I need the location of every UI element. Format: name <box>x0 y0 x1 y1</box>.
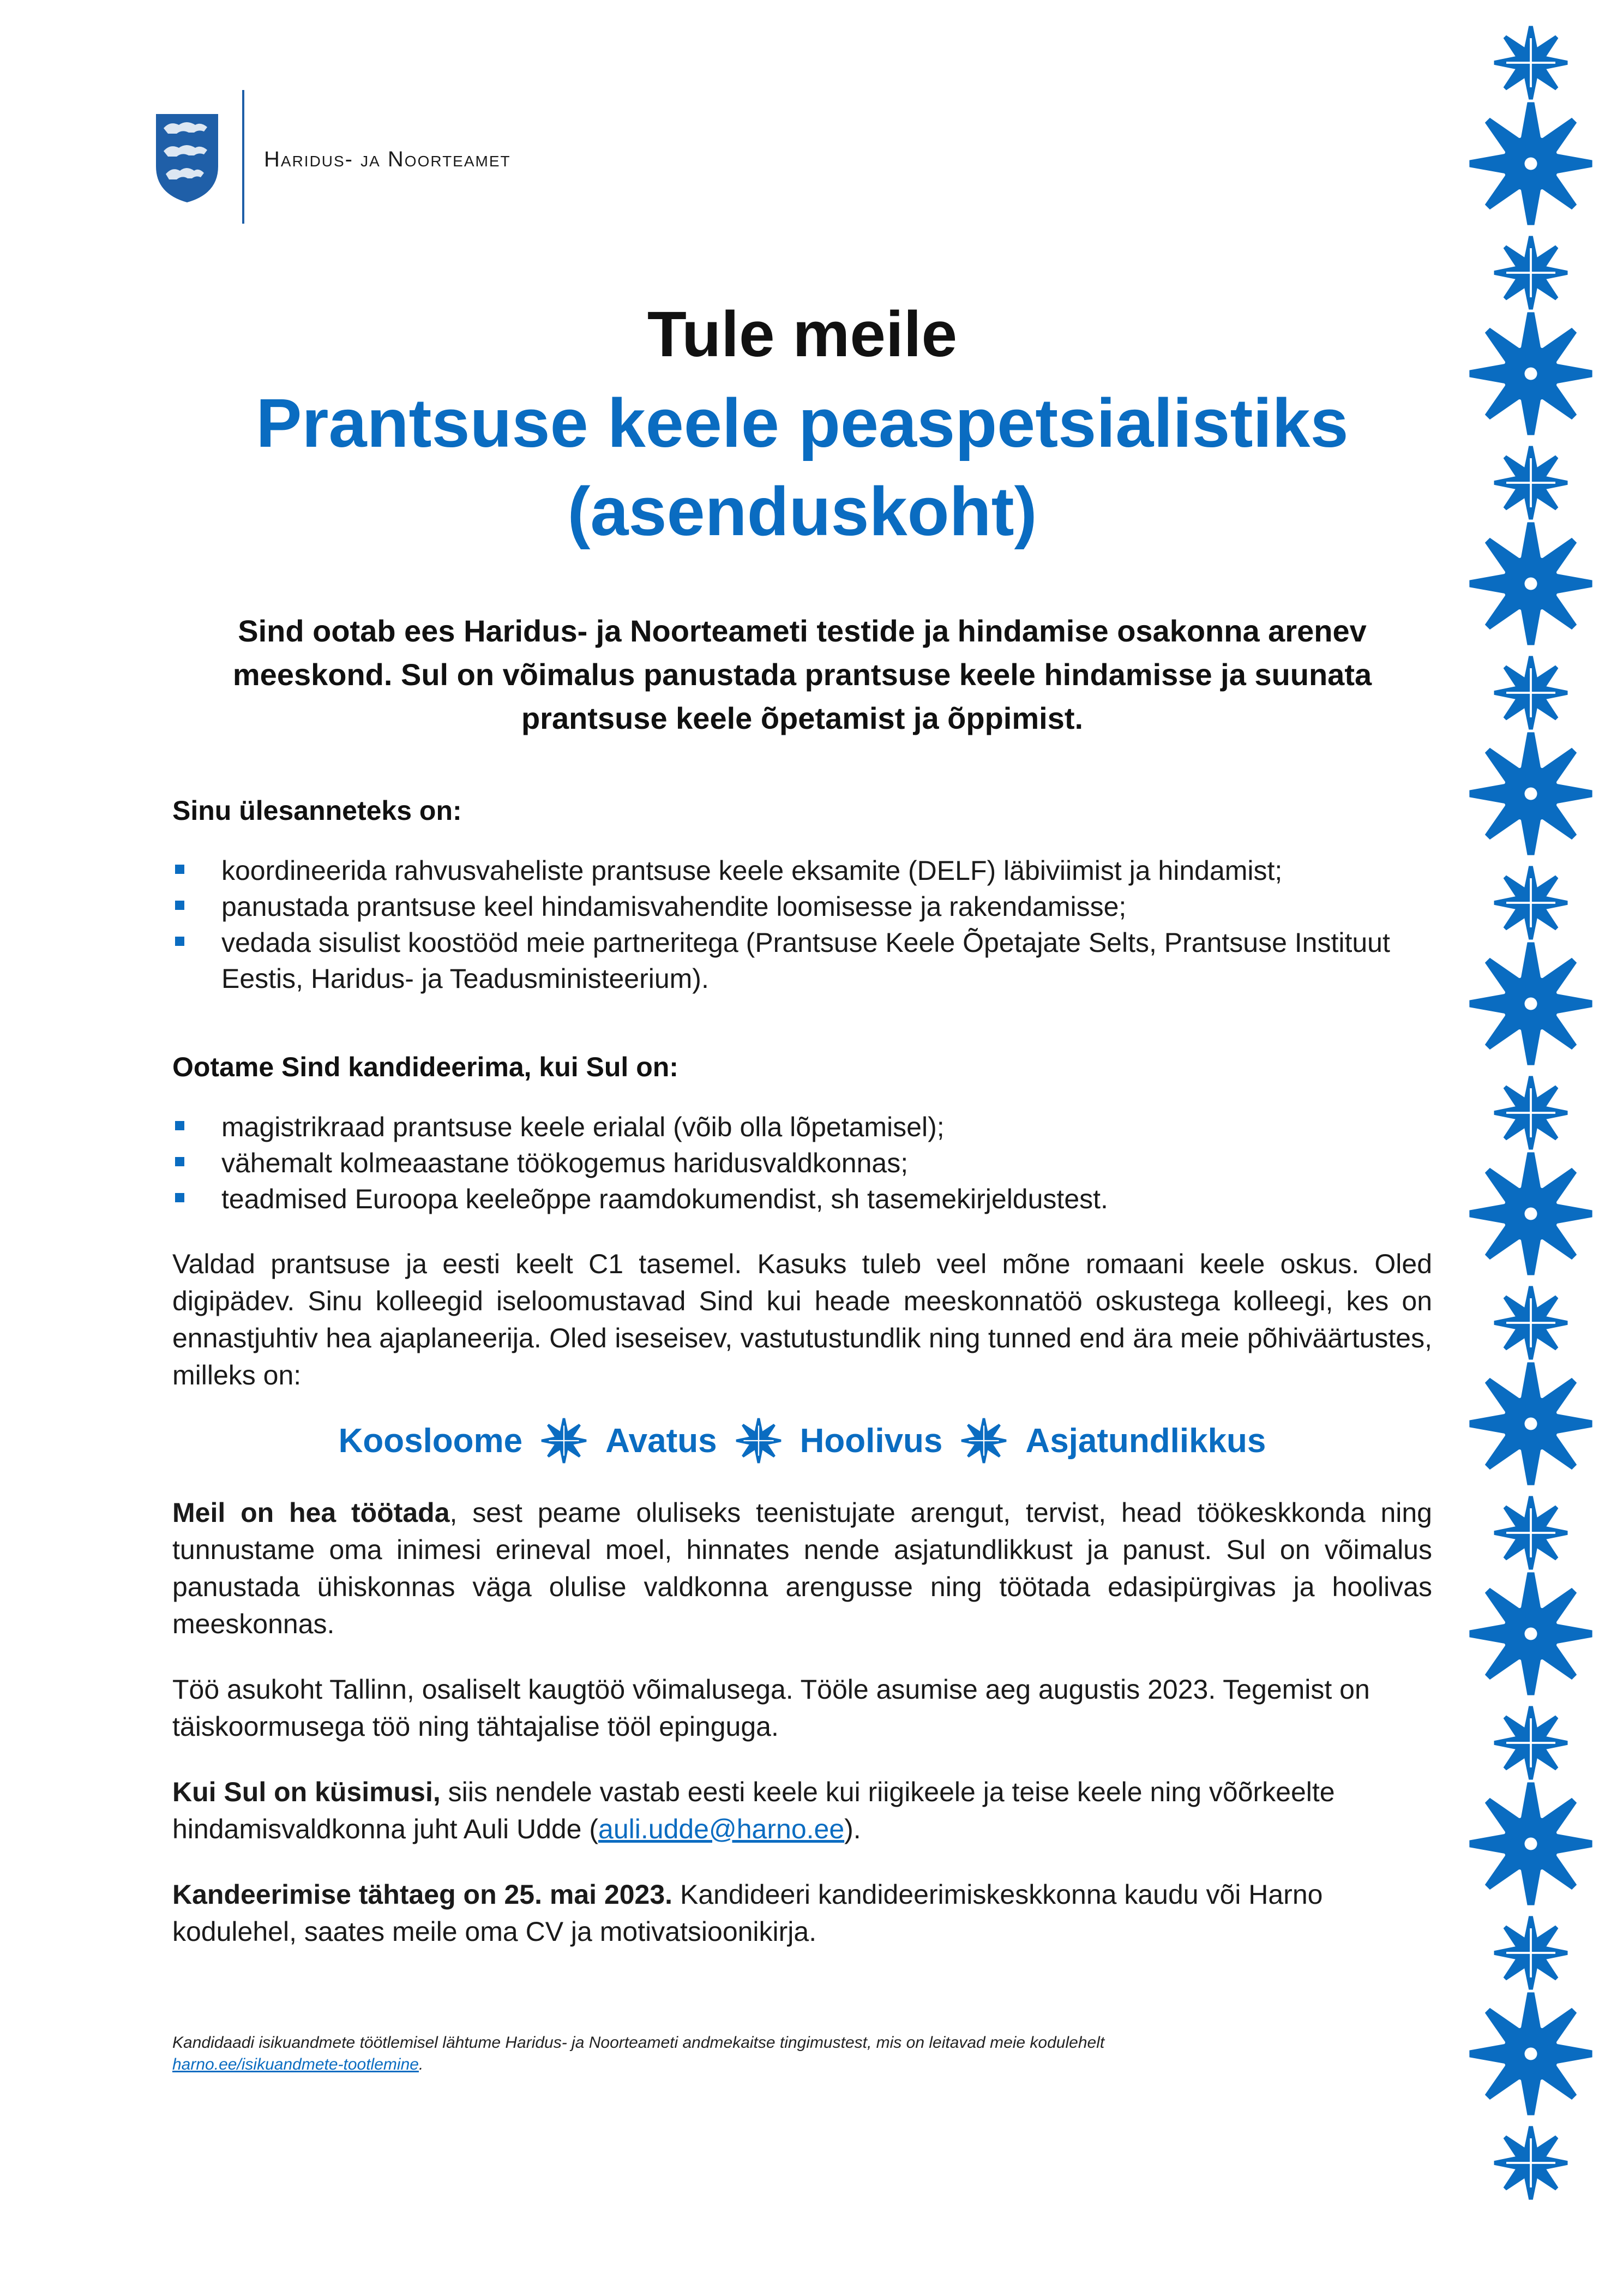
contact-text: siis nendele vastab eesti keele kui riigikeele ja teise keele ning võõrkeelte hindamisvaldkonna juht Auli Udde ( <box>172 1777 1335 1844</box>
snowflake-ornament-icon <box>1469 1572 1592 1695</box>
snowflake-ornament-icon <box>1469 942 1592 1065</box>
snowflake-ornament-icon <box>1494 26 1568 100</box>
footnote-text: Kandidaadi isikuandmete töötlemisel lähtume Haridus- ja Noorteameti andmekaitse tingimustest, mis on leitavad meie kodulehelt <box>172 2034 1105 2052</box>
list-item: vähemalt kolmeaastane töökogemus haridusvaldkonnas; <box>172 1145 1432 1181</box>
snowflake-ornament-icon <box>1494 1076 1568 1150</box>
snowflake-ornament-icon <box>1494 236 1568 310</box>
privacy-link[interactable]: harno.ee/isikuandmete-tootlemine <box>172 2055 419 2073</box>
tasks-heading: Sinu ülesanneteks on: <box>172 795 462 826</box>
snowflake-ornament-icon <box>1494 1916 1568 1990</box>
list-item: magistrikraad prantsuse keele erialal (võib olla lõpetamisel); <box>172 1109 1432 1145</box>
deadline-text: Kandideeri kandideerimiskeskkonna kaudu või Harno kodulehel, saates meile oma CV ja motivatsioonikirja. <box>172 1879 1323 1947</box>
snowflake-ornament-icon <box>1469 1992 1592 2115</box>
snowflake-ornament-icon <box>1469 312 1592 435</box>
job-title-line-1: Prantsuse keele peaspetsialistiks <box>256 385 1349 461</box>
skills-paragraph: Valdad prantsuse ja eesti keelt C1 tasemel. Kasuks tuleb veel mõne romaani keele oskus. Oled digipädev. Sinu kolleegid iseloomustavad Sind kui heade meeskonnatöö oskustega kolleegi, kes on ennastjuhtiv hea ajaplaneerija. Oled iseseisev, vastutustundlik ning tunned end ära meie põhiväärtustes, milleks on: <box>172 1249 1432 1390</box>
contact-end: ). <box>844 1814 861 1844</box>
job-posting <box>172 297 1432 1950</box>
snowflake-ornament-icon <box>1494 866 1568 940</box>
snowflake-ornament-icon <box>1469 1782 1592 1905</box>
contact-paragraph <box>172 1773 1432 1848</box>
tasks-list <box>172 853 1432 997</box>
snowflake-ornament-icon <box>1494 2126 1568 2200</box>
privacy-footnote <box>172 2032 1209 2076</box>
contact-lead: Kui Sul on küsimusi, <box>172 1777 441 1807</box>
page-title: Tule meile <box>647 298 958 370</box>
star-ornament-icon <box>539 1416 589 1466</box>
snowflake-ornament-icon <box>1469 732 1592 855</box>
location-paragraph: Töö asukoht Tallinn, osaliselt kaugtöö võimalusega. Tööle asumise aeg augustis 2023. Tegemist on täiskoormusega töö ning tähtajalise tööl epinguga. <box>172 1674 1370 1742</box>
snowflake-ornament-icon <box>1469 522 1592 645</box>
star-ornament-icon <box>959 1416 1009 1466</box>
deadline-lead: Kandeerimise tähtaeg on 25. mai 2023. <box>172 1879 673 1910</box>
job-title <box>172 379 1432 556</box>
workplace-paragraph <box>172 1494 1432 1642</box>
snowflake-ornament-icon <box>1494 656 1568 730</box>
value-label: Avatus <box>605 1422 717 1460</box>
snowflake-ornament-icon <box>1494 1286 1568 1360</box>
workplace-lead: Meil on hea töötada <box>172 1497 450 1528</box>
snowflake-ornament-icon <box>1469 102 1592 225</box>
snowflake-ornament-icon <box>1494 1496 1568 1570</box>
job-title-line-2: (asenduskoht) <box>567 473 1037 550</box>
agency-name: Haridus- ja Noorteamet <box>264 147 511 171</box>
workplace-text: , sest peame oluliseks teenistujate arengut, tervist, head töökeskkonda ning tunnustame oma inimesi erineval moel, hinnates nende asjatundlikkust ja panust. Sul on võimalus panustada ühiskonnas väga olulise valdkonna arengusse ning töötada edasipürgivas ja hoolivas meeskonnas. <box>172 1497 1432 1639</box>
snowflake-ornament-icon <box>1469 1152 1592 1275</box>
list-item: koordineerida rahvusvaheliste prantsuse keele eksamite (DELF) läbiviimist ja hindamist; <box>172 853 1432 889</box>
snowflake-ornament-icon <box>1469 1362 1592 1485</box>
coat-of-arms-icon <box>154 112 220 205</box>
list-item: teadmised Euroopa keeleõppe raamdokumendist, sh tasemekirjeldustest. <box>172 1181 1432 1217</box>
requirements-heading: Ootame Sind kandideerima, kui Sul on: <box>172 1052 678 1082</box>
value-label: Asjatundlikkus <box>1025 1422 1266 1460</box>
requirements-list <box>172 1109 1432 1217</box>
core-values <box>172 1416 1432 1466</box>
page-header <box>154 90 645 224</box>
list-item: panustada prantsuse keel hindamisvahendite loomisesse ja rakendamisse; <box>172 889 1432 925</box>
star-ornament-icon <box>734 1416 784 1466</box>
snowflake-ornament-border <box>1457 22 1604 2204</box>
contact-email-link[interactable]: auli.udde@harno.ee <box>598 1814 845 1844</box>
footnote-end: . <box>418 2055 424 2073</box>
header-divider <box>242 90 244 224</box>
list-item: vedada sisulist koostööd meie partneritega (Prantsuse Keele Õpetajate Selts, Prantsuse Instituut Eestis, Haridus- ja Teadusministeerium). <box>172 925 1432 997</box>
snowflake-ornament-icon <box>1494 446 1568 520</box>
value-label: Koosloome <box>338 1422 523 1460</box>
lead-paragraph: Sind ootab ees Haridus- ja Noorteameti testide ja hindamise osakonna arenev meeskond. Sul on võimalus panustada prantsuse keele hindamisse ja suunata prantsuse keele õpetamist ja õppimist. <box>232 614 1372 735</box>
snowflake-ornament-icon <box>1494 1706 1568 1780</box>
deadline-paragraph <box>172 1876 1432 1950</box>
value-label: Hoolivus <box>800 1422 943 1460</box>
